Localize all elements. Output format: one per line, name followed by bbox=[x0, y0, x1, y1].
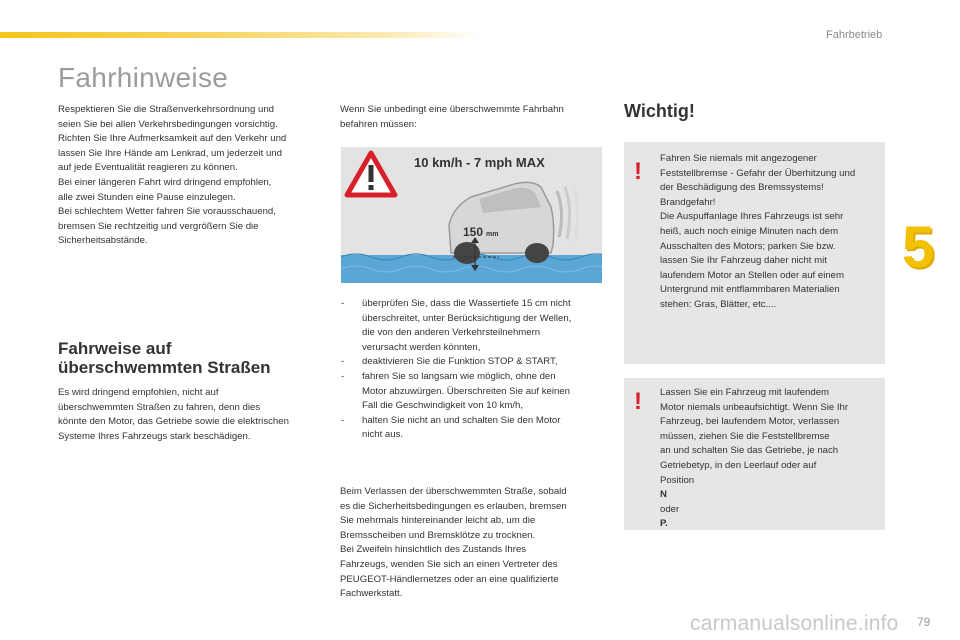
warning-exclamation-icon: ! bbox=[634, 388, 642, 415]
list-item: - überprüfen Sie, dass die Wassertiefe 15 cm nicht überschreitet, unter Berücksichtigung der Wellen, die von den anderen Verkehrsteilnehmern verursacht werden könnten, bbox=[340, 297, 602, 355]
flooded-roads-text: Es wird dringend empfohlen, nicht auf überschwemmten Straßen zu fahren, denn dies könnte den Motor, das Getriebe sowie die elektrischen Systeme Ihres Fahrzeugs stark beschädigen. bbox=[58, 387, 289, 442]
page-number: 79 bbox=[917, 615, 931, 629]
section-name: Fahrbetrieb bbox=[826, 29, 883, 41]
list-item: - halten Sie nicht an und schalten Sie den Motor nicht aus. bbox=[340, 414, 602, 443]
important-note-unattended bbox=[624, 378, 885, 530]
important-heading: Wichtig! bbox=[624, 101, 695, 121]
footer-watermark: carmanualsonline.info bbox=[690, 612, 899, 635]
important-note-parking-brake bbox=[624, 142, 885, 364]
header-accent-bar bbox=[0, 32, 480, 38]
page-title: Fahrhinweise bbox=[58, 62, 229, 93]
note-text: Lassen Sie ein Fahrzeug mit laufendem Motor niemals unbeaufsichtigt. Wenn Sie Ihr Fahrzeug, bei laufendem Motor, verlassen müssen, ziehen Sie die Feststellbremse an und schalten Sie das Getriebe, je nach Getriebetyp, in den Leerlauf oder auf Position N oder P. bbox=[660, 387, 849, 530]
depth-unit: mm bbox=[486, 231, 499, 238]
list-item: - deaktivieren Sie die Funktion STOP & START, bbox=[340, 355, 602, 370]
chapter-number: 5 bbox=[902, 215, 935, 280]
flooded-road-steps bbox=[340, 297, 602, 443]
intro-paragraph: Respektieren Sie die Straßenverkehrsordnung und seien Sie bei allen Verkehrsbedingungen vorsichtig. Richten Sie Ihre Aufmerksamkeit auf den Verkehr und lassen Sie Ihre Hände am Lenkrad, um jederzeit und auf jede Eventualität reagieren zu können. Bei einer längeren Fahrt wird dringend empfohlen, alle zwei Stunden eine Pause einzulegen. Bei schlechtem Wetter fahren Sie vorausschauend, bremsen Sie rechtzeitig und vergrößern Sie die Sicherheitsabstände. bbox=[58, 104, 287, 247]
list-item: - fahren Sie so langsam wie möglich, ohne den Motor abzuwürgen. Überschreiten Sie auf keinen Fall die Geschwindigkeit von 10 km/h, bbox=[340, 370, 602, 414]
warning-exclamation-icon: ! bbox=[634, 158, 642, 185]
flooded-roads-heading: Fahrweise auf überschwemmten Straßen bbox=[58, 339, 271, 377]
leaving-flooded-road-text: Beim Verlassen der überschwemmten Straße, sobald es die Sicherheitsbedingungen es erlauben, bremsen Sie mehrmals hintereinander leicht ab, um die Bremsscheiben und Bremsklötze zu trocknen. Bei Zweifeln hinsichtlich des Zustands Ihres Fahrzeugs, wenden Sie sich an einen Vertreter des PEUGEOT-Händlernetzes oder an eine qualifizierte Fachwerkstatt. bbox=[340, 486, 567, 600]
depth-value: 150 bbox=[463, 225, 484, 239]
middle-intro: Wenn Sie unbedingt eine überschwemmte Fahrbahn befahren müssen: bbox=[340, 104, 564, 130]
note-text: Fahren Sie niemals mit angezogener Feststellbremse - Gefahr der Überhitzung und der Beschädigung des Bremssystems! Brandgefahr! Die Auspuffanlage Ihres Fahrzeugs ist sehr heiß, auch noch einige Minuten nach dem Ausschalten des Motors; parken Sie bzw. lassen Sie Ihr Fahrzeug daher nicht mit laufendem Motor an Stellen oder auf einem Untergrund mit entflammbaren Materialien stehen: Gras, Blätter, etc.... bbox=[660, 153, 856, 310]
flooded-road-figure bbox=[341, 147, 602, 283]
speed-limit-label: 10 km/h - 7 mph MAX bbox=[414, 155, 545, 170]
